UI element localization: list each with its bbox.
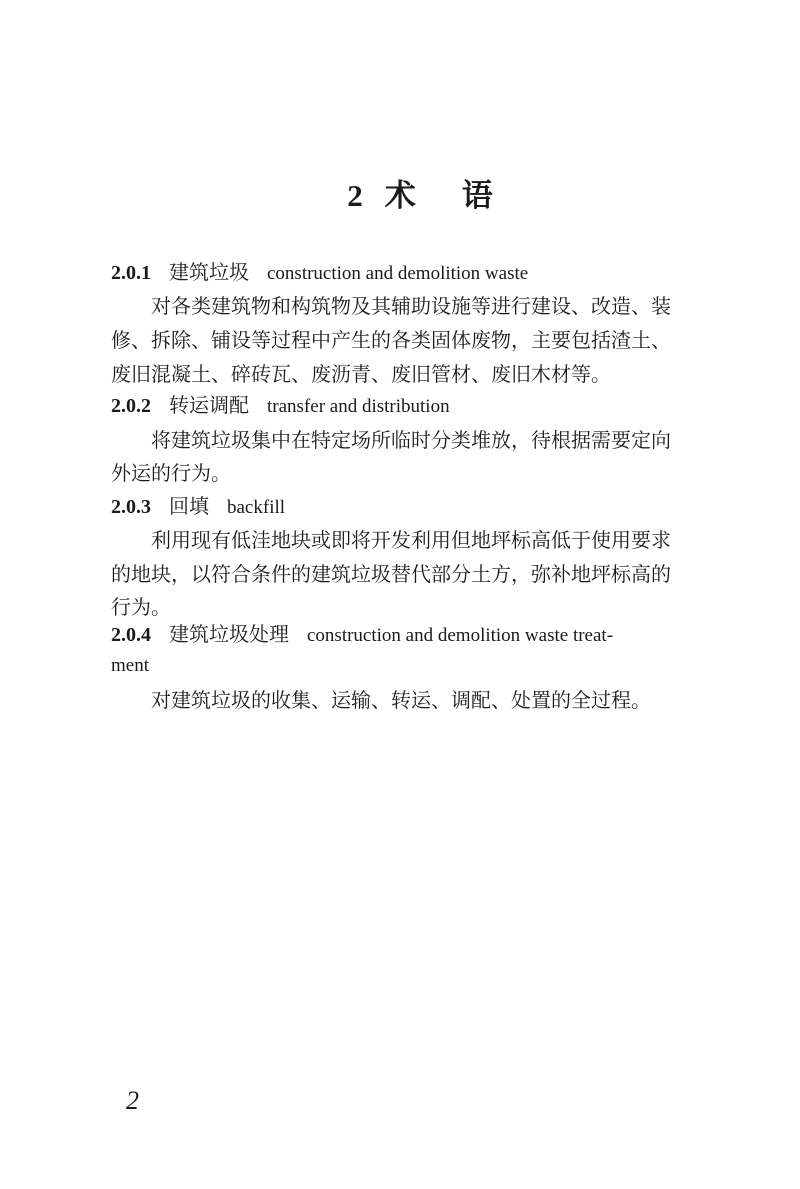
page-number: 2: [126, 1086, 139, 1115]
term-heading: [111, 393, 751, 420]
term-english: construction and demolition waste: [267, 263, 529, 284]
term-heading: [111, 494, 751, 521]
definition-line: 行为。: [111, 597, 171, 619]
term-chinese: 回填: [169, 496, 209, 518]
term-english-continuation: ment: [111, 655, 149, 676]
term-heading: [111, 622, 751, 649]
term-heading: [111, 260, 751, 287]
chapter-number: 2: [347, 178, 363, 213]
term-number: 2.0.4: [111, 624, 151, 646]
term-chinese: 建筑垃圾处理: [169, 624, 289, 646]
definition-line: 对建筑垃圾的收集、运输、转运、调配、处置的全过程。: [151, 690, 651, 712]
definition-line: 废旧混凝土、碎砖瓦、废沥青、废旧管材、废旧木材等。: [111, 364, 611, 386]
chapter-title-char: 语: [461, 178, 493, 213]
term-number: 2.0.3: [111, 496, 151, 518]
chapter-title-char: 术: [384, 178, 416, 213]
definition-line: 外运的行为。: [111, 463, 231, 485]
definition-line: 对各类建筑物和构筑物及其辅助设施等进行建设、改造、装: [151, 296, 671, 318]
chapter-title: [0, 170, 800, 215]
definition-line: 将建筑垃圾集中在特定场所临时分类堆放，待根据需要定向: [151, 430, 671, 452]
term-chinese: 建筑垃圾: [169, 262, 249, 284]
term-number: 2.0.2: [111, 395, 151, 417]
term-number: 2.0.1: [111, 262, 151, 284]
definition-line: 修、拆除、铺设等过程中产生的各类固体废物，主要包括渣土、: [111, 330, 671, 352]
term-english: transfer and distribution: [267, 396, 450, 417]
term-english: backfill: [227, 497, 286, 518]
term-chinese: 转运调配: [169, 395, 249, 417]
definition-line: 利用现有低洼地块或即将开发利用但地坪标高低于使用要求: [151, 530, 671, 552]
term-english: construction and demolition waste treat-: [307, 625, 614, 646]
definition-line: 的地块，以符合条件的建筑垃圾替代部分土方，弥补地坪标高的: [111, 564, 671, 586]
